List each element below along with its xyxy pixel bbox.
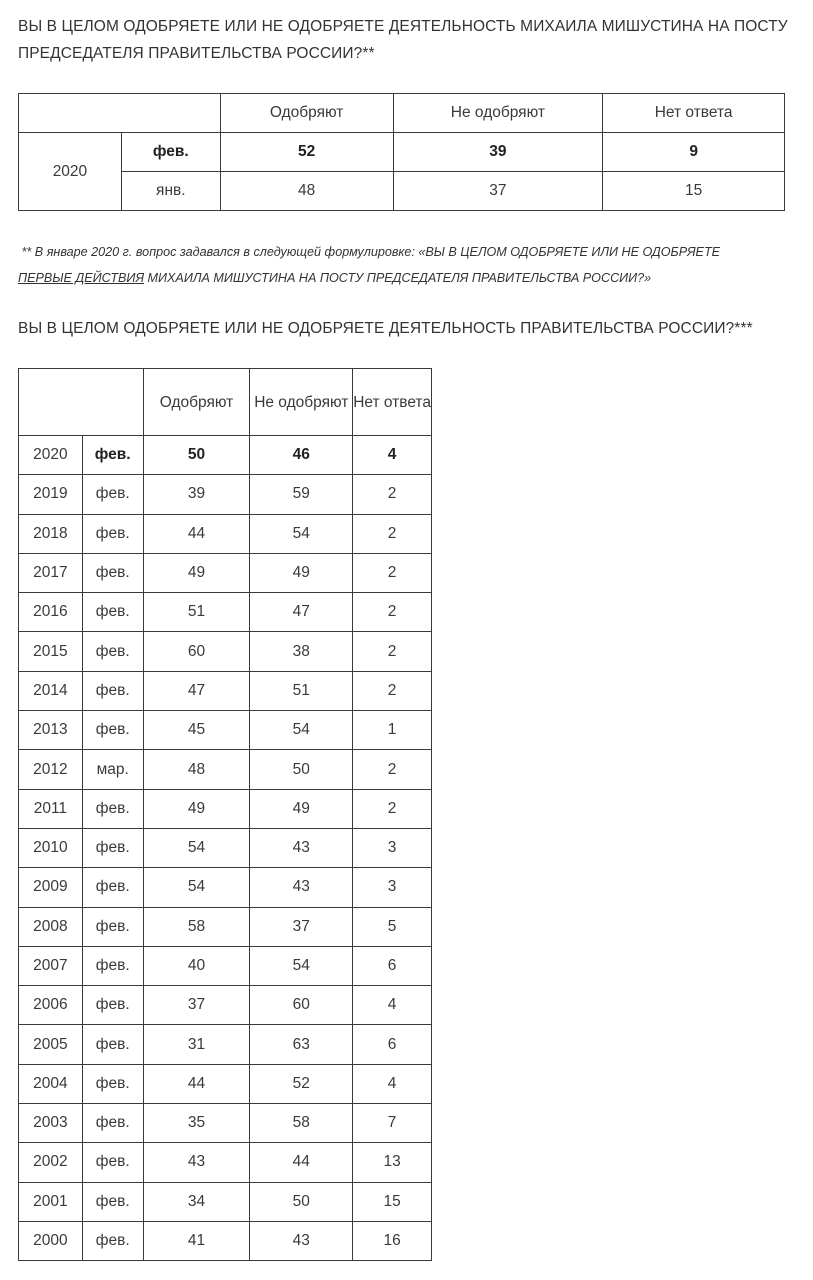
- month-cell: фев.: [121, 133, 220, 172]
- month-cell: фев.: [82, 986, 143, 1025]
- year-cell: 2001: [19, 1182, 83, 1221]
- year-cell: 2003: [19, 1104, 83, 1143]
- no-answer-cell: 2: [353, 789, 432, 828]
- no-answer-cell: 16: [353, 1221, 432, 1260]
- month-cell: фев.: [82, 475, 143, 514]
- disapprove-cell: 47: [250, 593, 353, 632]
- table-row: [19, 868, 432, 907]
- approve-cell: 50: [143, 436, 250, 475]
- year-cell: 2011: [19, 789, 83, 828]
- year-cell: 2020: [19, 133, 122, 211]
- year-cell: 2019: [19, 475, 83, 514]
- question-government-title: ВЫ В ЦЕЛОМ ОДОБРЯЕТЕ ИЛИ НЕ ОДОБРЯЕТЕ ДЕЯТЕЛЬНОСТЬ ПРАВИТЕЛЬСТВА РОССИИ?***: [18, 320, 753, 337]
- table-row: [19, 632, 432, 671]
- mishustin-approval-table: [18, 93, 785, 211]
- year-cell: 2015: [19, 632, 83, 671]
- footnote-text-end: МИХАИЛА МИШУСТИНА НА ПОСТУ ПРЕДСЕДАТЕЛЯ ПРАВИТЕЛЬСТВА РОССИИ?»: [144, 271, 652, 285]
- no-answer-cell: 5: [353, 907, 432, 946]
- table-header-row: [19, 94, 785, 133]
- month-cell: фев.: [82, 553, 143, 592]
- disapprove-cell: 60: [250, 986, 353, 1025]
- no-answer-cell: 6: [353, 946, 432, 985]
- table-row: [19, 907, 432, 946]
- year-cell: 2009: [19, 868, 83, 907]
- no-answer-cell: 3: [353, 828, 432, 867]
- no-answer-cell: 2: [353, 632, 432, 671]
- month-cell: фев.: [82, 711, 143, 750]
- year-cell: 2020: [19, 436, 83, 475]
- year-cell: 2004: [19, 1064, 83, 1103]
- year-cell: 2007: [19, 946, 83, 985]
- approve-cell: 37: [143, 986, 250, 1025]
- month-cell: янв.: [121, 172, 220, 211]
- no-answer-cell: 4: [353, 986, 432, 1025]
- table-row: [19, 671, 432, 710]
- disapprove-cell: 44: [250, 1143, 353, 1182]
- table-row: [19, 133, 785, 172]
- month-cell: фев.: [82, 514, 143, 553]
- month-cell: фев.: [82, 632, 143, 671]
- disapprove-cell: 52: [250, 1064, 353, 1103]
- table-row: [19, 1221, 432, 1260]
- approve-cell: 41: [143, 1221, 250, 1260]
- disapprove-cell: 59: [250, 475, 353, 514]
- no-answer-cell: 15: [603, 172, 785, 211]
- header-no-answer: Нет ответа: [603, 94, 785, 133]
- table-row: [19, 593, 432, 632]
- government-approval-table: [18, 368, 432, 1261]
- table-row: [19, 828, 432, 867]
- approve-cell: 45: [143, 711, 250, 750]
- no-answer-cell: 4: [353, 1064, 432, 1103]
- disapprove-cell: 37: [393, 172, 603, 211]
- disapprove-cell: 39: [393, 133, 603, 172]
- no-answer-cell: 15: [353, 1182, 432, 1221]
- approve-cell: 40: [143, 946, 250, 985]
- disapprove-cell: 43: [250, 868, 353, 907]
- footnote: [18, 239, 808, 291]
- disapprove-cell: 49: [250, 789, 353, 828]
- disapprove-cell: 50: [250, 750, 353, 789]
- disapprove-cell: 49: [250, 553, 353, 592]
- no-answer-cell: 2: [353, 671, 432, 710]
- disapprove-cell: 37: [250, 907, 353, 946]
- year-cell: 2012: [19, 750, 83, 789]
- approve-cell: 39: [143, 475, 250, 514]
- approve-cell: 49: [143, 553, 250, 592]
- no-answer-cell: 9: [603, 133, 785, 172]
- table-row: [19, 1143, 432, 1182]
- month-cell: фев.: [82, 946, 143, 985]
- no-answer-cell: 1: [353, 711, 432, 750]
- table-header-row: [19, 369, 432, 436]
- approve-cell: 44: [143, 1064, 250, 1103]
- approve-cell: 44: [143, 514, 250, 553]
- table-row: [19, 1182, 432, 1221]
- no-answer-cell: 2: [353, 593, 432, 632]
- approve-cell: 31: [143, 1025, 250, 1064]
- header-no-answer: Нет ответа: [353, 369, 432, 436]
- no-answer-cell: 3: [353, 868, 432, 907]
- header-approve: Одобряют: [143, 369, 250, 436]
- table-row: [19, 475, 432, 514]
- month-cell: фев.: [82, 907, 143, 946]
- table-row: [19, 1025, 432, 1064]
- no-answer-cell: 6: [353, 1025, 432, 1064]
- approve-cell: 58: [143, 907, 250, 946]
- approve-cell: 52: [220, 133, 393, 172]
- year-cell: 2014: [19, 671, 83, 710]
- footnote-underlined: ПЕРВЫЕ ДЕЙСТВИЯ: [18, 271, 145, 285]
- year-cell: 2005: [19, 1025, 83, 1064]
- table-row: [19, 172, 785, 211]
- table-row: [19, 553, 432, 592]
- disapprove-cell: 43: [250, 828, 353, 867]
- empty-header-cell: [19, 94, 221, 133]
- year-cell: 2002: [19, 1143, 83, 1182]
- approve-cell: 54: [143, 868, 250, 907]
- month-cell: фев.: [82, 671, 143, 710]
- year-cell: 2006: [19, 986, 83, 1025]
- month-cell: фев.: [82, 868, 143, 907]
- header-disapprove: Не одобряют: [393, 94, 603, 133]
- table-row: [19, 946, 432, 985]
- table-row: [19, 789, 432, 828]
- approve-cell: 34: [143, 1182, 250, 1221]
- year-cell: 2013: [19, 711, 83, 750]
- disapprove-cell: 54: [250, 946, 353, 985]
- approve-cell: 49: [143, 789, 250, 828]
- month-cell: фев.: [82, 1064, 143, 1103]
- no-answer-cell: 7: [353, 1104, 432, 1143]
- year-cell: 2008: [19, 907, 83, 946]
- disapprove-cell: 51: [250, 671, 353, 710]
- disapprove-cell: 38: [250, 632, 353, 671]
- disapprove-cell: 43: [250, 1221, 353, 1260]
- approve-cell: 60: [143, 632, 250, 671]
- disapprove-cell: 50: [250, 1182, 353, 1221]
- year-cell: 2017: [19, 553, 83, 592]
- approve-cell: 35: [143, 1104, 250, 1143]
- month-cell: фев.: [82, 593, 143, 632]
- header-approve: Одобряют: [220, 94, 393, 133]
- approve-cell: 54: [143, 828, 250, 867]
- month-cell: фев.: [82, 1143, 143, 1182]
- disapprove-cell: 54: [250, 514, 353, 553]
- disapprove-cell: 58: [250, 1104, 353, 1143]
- approve-cell: 51: [143, 593, 250, 632]
- no-answer-cell: 4: [353, 436, 432, 475]
- empty-header-cell: [19, 369, 144, 436]
- table-row: [19, 986, 432, 1025]
- table-row: [19, 436, 432, 475]
- month-cell: фев.: [82, 1025, 143, 1064]
- header-disapprove: Не одобряют: [250, 369, 353, 436]
- year-cell: 2016: [19, 593, 83, 632]
- month-cell: фев.: [82, 436, 143, 475]
- table-row: [19, 750, 432, 789]
- disapprove-cell: 63: [250, 1025, 353, 1064]
- no-answer-cell: 13: [353, 1143, 432, 1182]
- approve-cell: 48: [143, 750, 250, 789]
- month-cell: мар.: [82, 750, 143, 789]
- footnote-text: ** В январе 2020 г. вопрос задавался в следующей формулировке: «ВЫ В ЦЕЛОМ ОДОБРЯЕТЕ ИЛИ НЕ ОДОБРЯЕТЕ: [21, 245, 721, 259]
- month-cell: фев.: [82, 1182, 143, 1221]
- month-cell: фев.: [82, 1104, 143, 1143]
- table-row: [19, 711, 432, 750]
- no-answer-cell: 2: [353, 750, 432, 789]
- table-row: [19, 1064, 432, 1103]
- approve-cell: 48: [220, 172, 393, 211]
- table-row: [19, 1104, 432, 1143]
- month-cell: фев.: [82, 828, 143, 867]
- no-answer-cell: 2: [353, 475, 432, 514]
- month-cell: фев.: [82, 1221, 143, 1260]
- approve-cell: 43: [143, 1143, 250, 1182]
- disapprove-cell: 46: [250, 436, 353, 475]
- no-answer-cell: 2: [353, 553, 432, 592]
- year-cell: 2000: [19, 1221, 83, 1260]
- year-cell: 2010: [19, 828, 83, 867]
- question-mishustin-title: ВЫ В ЦЕЛОМ ОДОБРЯЕТЕ ИЛИ НЕ ОДОБРЯЕТЕ ДЕЯТЕЛЬНОСТЬ МИХАИЛА МИШУСТИНА НА ПОСТУ ПРЕДСЕДАТЕЛЯ ПРАВИТЕЛЬСТВА РОССИИ?**: [18, 18, 788, 62]
- year-cell: 2018: [19, 514, 83, 553]
- approve-cell: 47: [143, 671, 250, 710]
- table-row: [19, 514, 432, 553]
- month-cell: фев.: [82, 789, 143, 828]
- no-answer-cell: 2: [353, 514, 432, 553]
- disapprove-cell: 54: [250, 711, 353, 750]
